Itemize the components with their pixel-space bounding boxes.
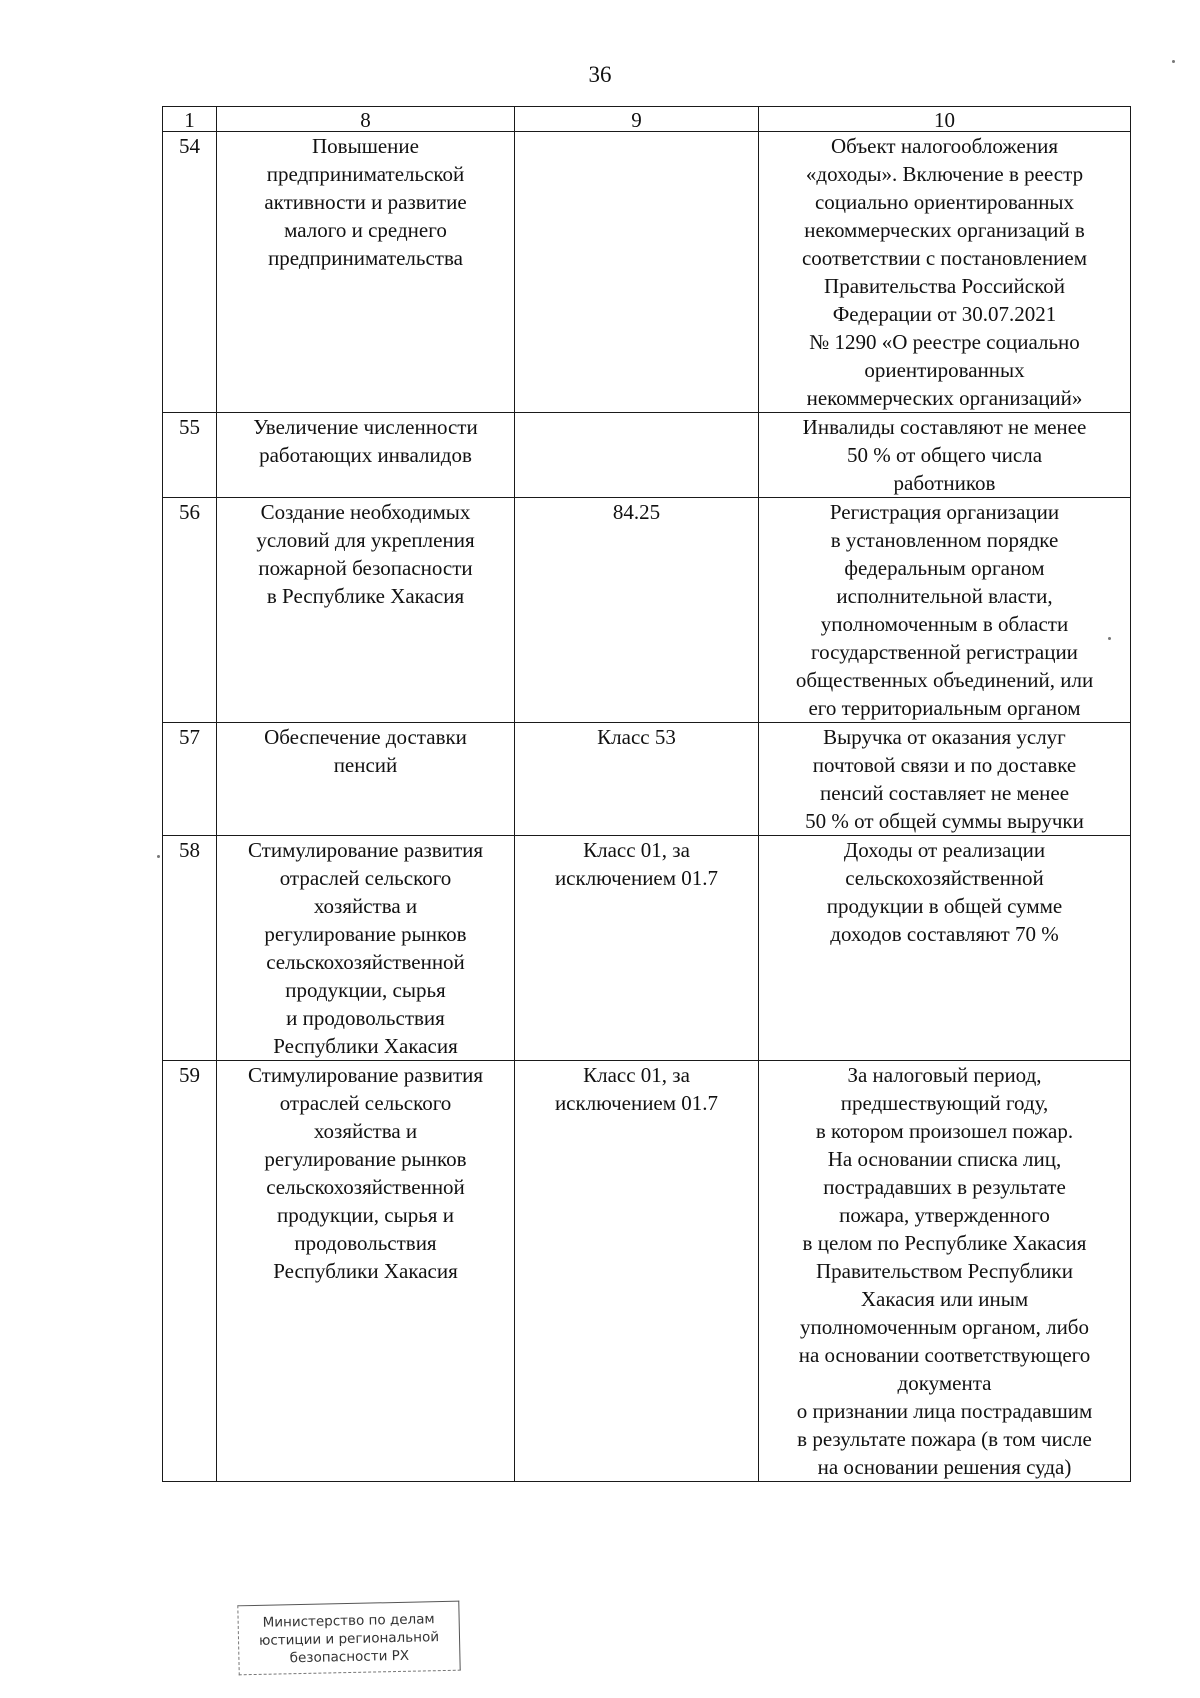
stamp-line: Министерство по делам xyxy=(262,1611,435,1631)
scan-speck xyxy=(1172,60,1175,63)
row-number: 58 xyxy=(163,836,217,1061)
column-header-8: 8 xyxy=(217,107,515,132)
stamp-line: юстиции и региональной xyxy=(258,1629,440,1649)
column-header-10: 10 xyxy=(759,107,1131,132)
row-number: 54 xyxy=(163,132,217,413)
row-code: Класс 53 xyxy=(515,723,759,836)
page-number: 36 xyxy=(588,62,612,87)
table-row-59 xyxy=(163,1061,1131,1482)
row-condition: Объект налогообложения «доходы». Включение в реестр социально ориентированных некоммерческих организаций в соответствии с постановлением Правительства Российской Федерации от 30.07.2021 № 1290 «О реестре социально ориентированных некоммерческих организаций» xyxy=(759,132,1131,413)
table-row-56 xyxy=(163,498,1131,723)
row-number: 55 xyxy=(163,413,217,498)
row-condition: Выручка от оказания услуг почтовой связи и по доставке пенсий составляет не менее 50 % от общей суммы выручки xyxy=(759,723,1131,836)
row-number: 56 xyxy=(163,498,217,723)
row-condition: Доходы от реализации сельскохозяйственной продукции в общей сумме доходов составляют 70 % xyxy=(759,836,1131,1061)
row-goal: Стимулирование развития отраслей сельского хозяйства и регулирование рынков сельскохозяйственной продукции, сырья и продовольствия Республики Хакасия xyxy=(217,836,515,1061)
scan-speck xyxy=(1108,637,1111,640)
data-table xyxy=(162,106,1131,1482)
row-number: 59 xyxy=(163,1061,217,1482)
row-condition: Регистрация организации в установленном порядке федеральным органом исполнительной власти, уполномоченным в области государственной регистрации общественных объединений, или его территориальным органом xyxy=(759,498,1131,723)
row-code: Класс 01, за исключением 01.7 xyxy=(515,1061,759,1482)
row-code xyxy=(515,413,759,498)
row-goal: Увеличение численности работающих инвалидов xyxy=(217,413,515,498)
row-condition: За налоговый период, предшествующий году, в котором произошел пожар. На основании списка лиц, пострадавших в результате пожара, утвержденного в целом по Республике Хакасия Правительством Республики Хакасия или иным уполномоченным органом, либо на основании соответствующего документа о признании лица пострадавшим в результате пожара (в том числе на основании решения суда) xyxy=(759,1061,1131,1482)
row-goal: Стимулирование развития отраслей сельского хозяйства и регулирование рынков сельскохозяйственной продукции, сырья и продовольствия Республики Хакасия xyxy=(217,1061,515,1482)
row-number: 57 xyxy=(163,723,217,836)
table-row-58 xyxy=(163,836,1131,1061)
row-condition: Инвалиды составляют не менее 50 % от общего числа работников xyxy=(759,413,1131,498)
table-header-row xyxy=(163,107,1131,132)
row-goal: Повышение предпринимательской активности и развитие малого и среднего предпринимательства xyxy=(217,132,515,413)
registration-stamp xyxy=(237,1601,460,1676)
table-row-55 xyxy=(163,413,1131,498)
column-header-1: 1 xyxy=(163,107,217,132)
column-header-9: 9 xyxy=(515,107,759,132)
row-goal: Создание необходимых условий для укрепления пожарной безопасности в Республике Хакасия xyxy=(217,498,515,723)
table-row-57 xyxy=(163,723,1131,836)
row-code xyxy=(515,132,759,413)
row-code: 84.25 xyxy=(515,498,759,723)
scan-speck xyxy=(157,855,160,858)
table-row-54 xyxy=(163,132,1131,413)
stamp-line: безопасности РХ xyxy=(289,1647,410,1667)
row-goal: Обеспечение доставки пенсий xyxy=(217,723,515,836)
row-code: Класс 01, за исключением 01.7 xyxy=(515,836,759,1061)
